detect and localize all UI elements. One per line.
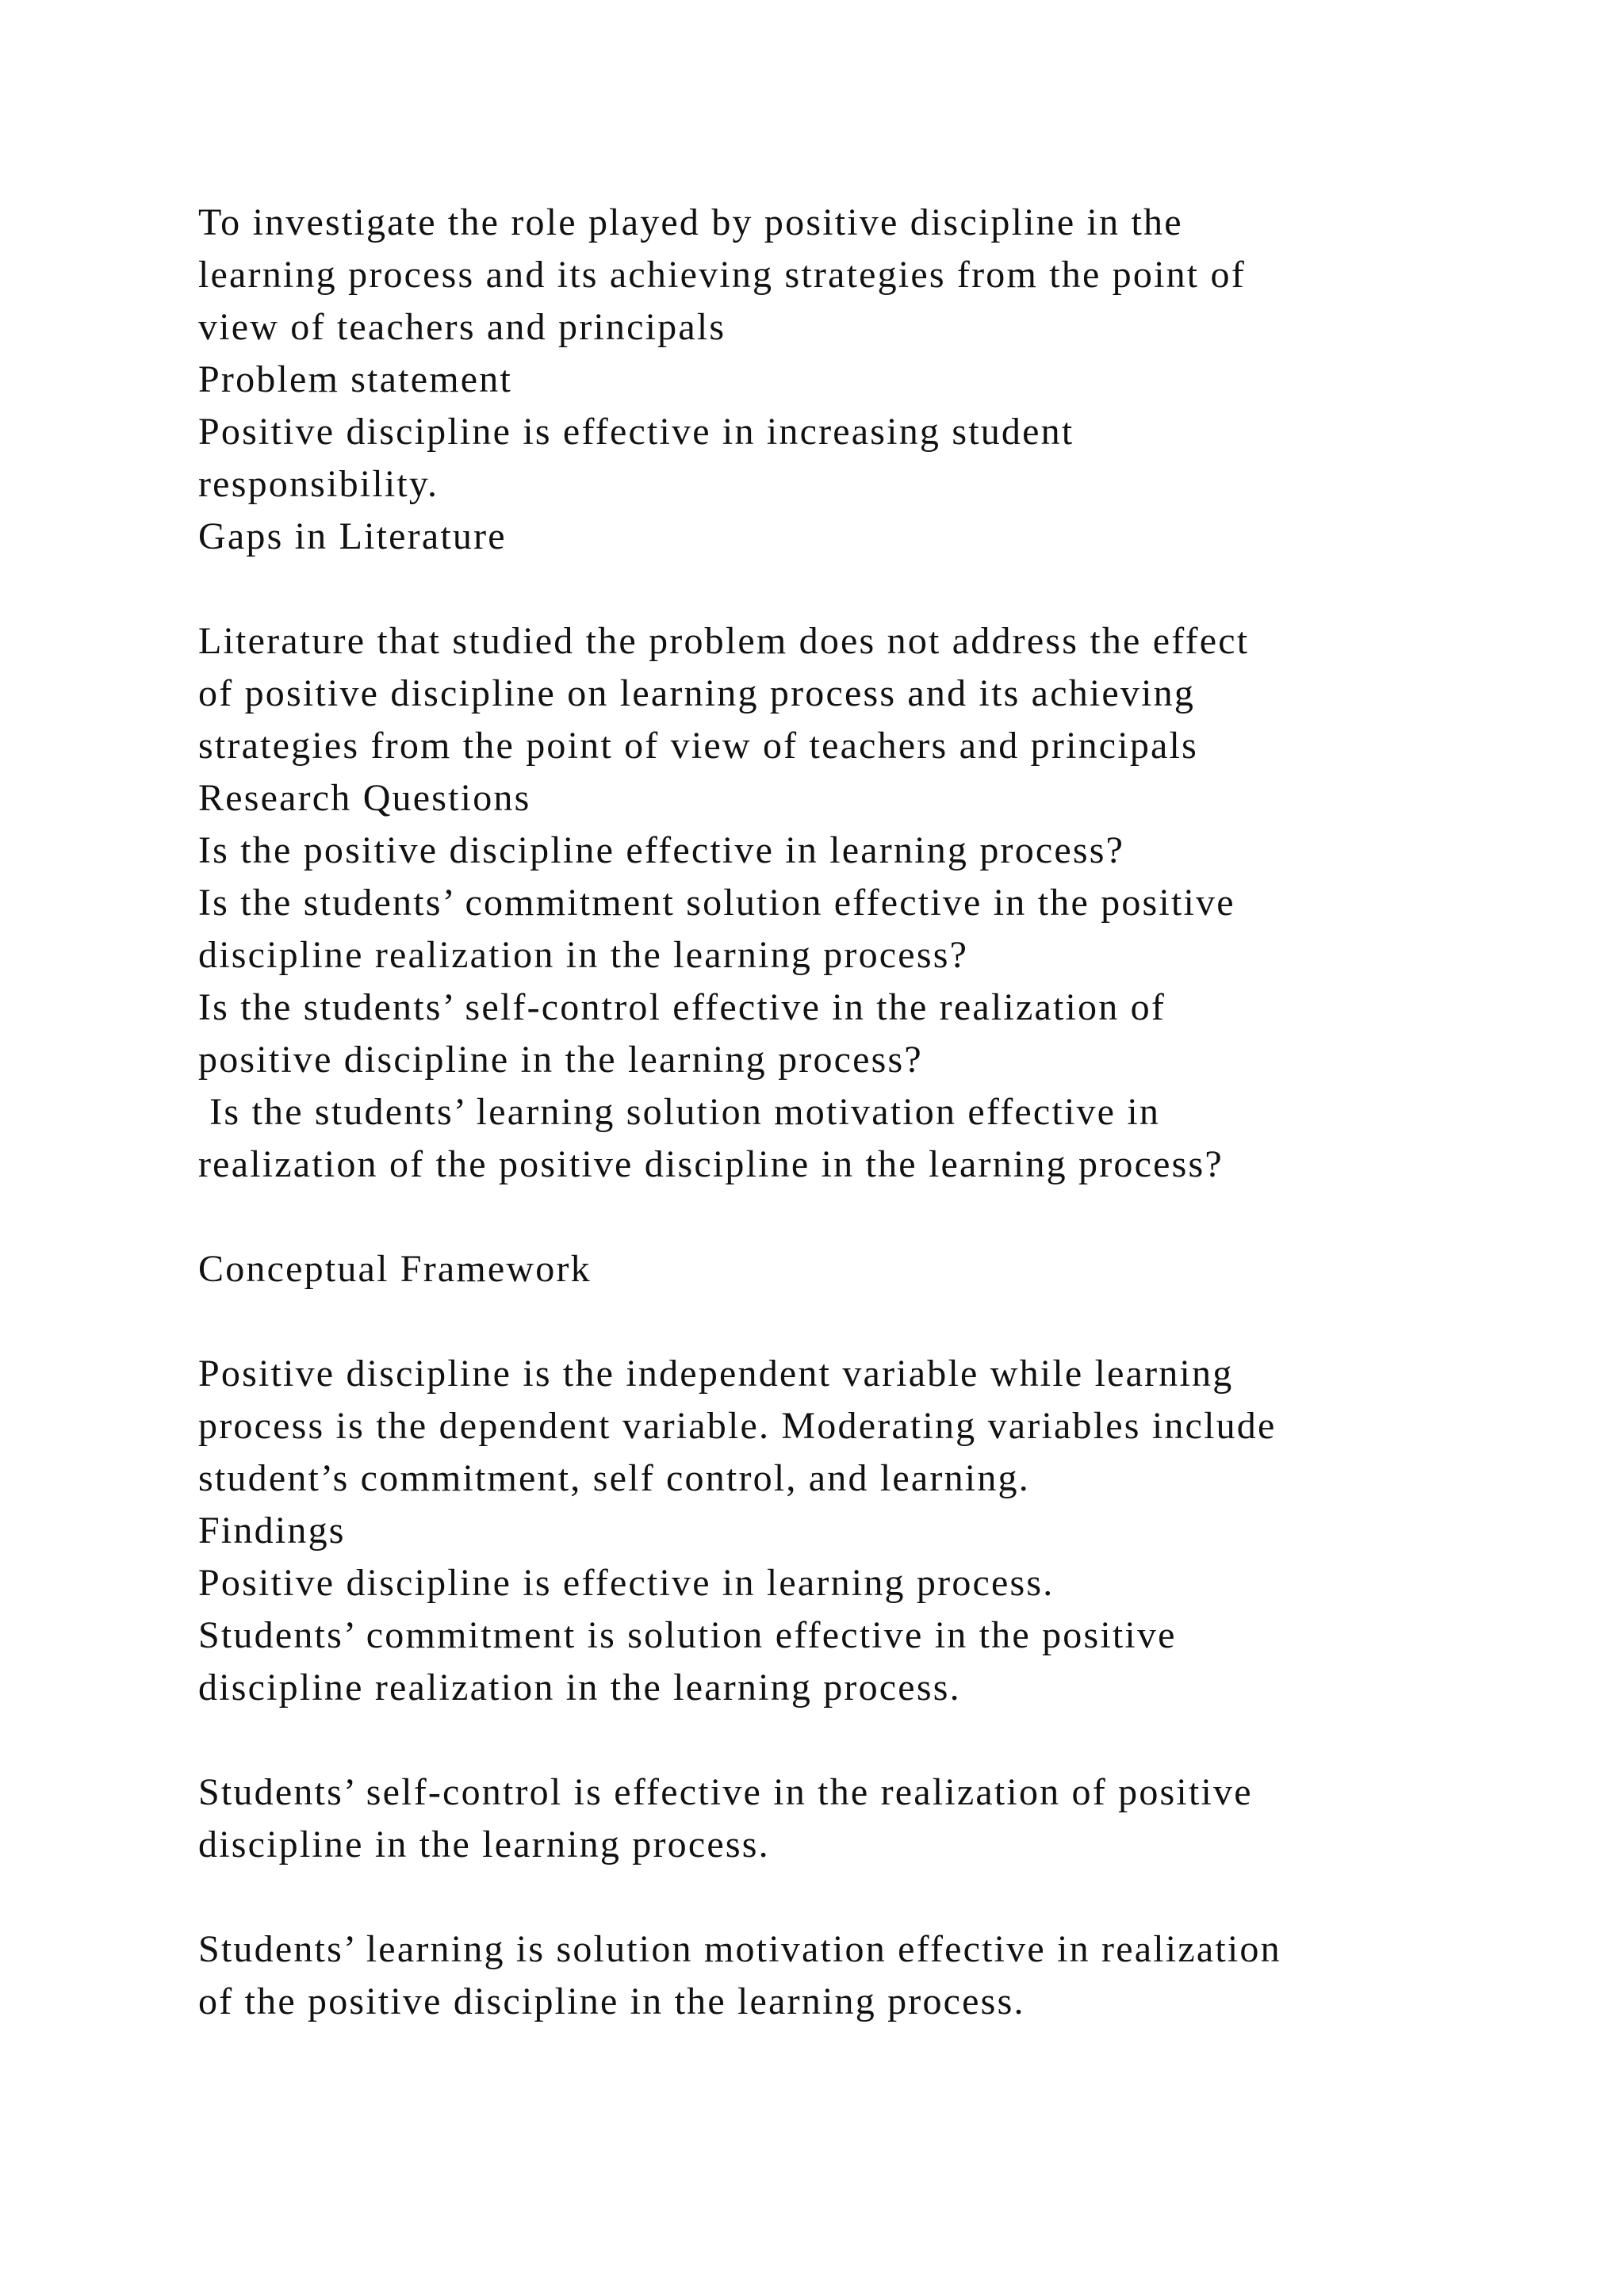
text-line: responsibility. (198, 463, 439, 505)
text-line: Is the positive discipline effective in learning process? (198, 829, 1125, 871)
text-line: Students’ learning is solution motivation effective in realization (198, 1928, 1281, 1970)
text-line: of positive discipline on learning process and its achieving (198, 672, 1196, 714)
text-line: of the positive discipline in the learning process. (198, 1980, 1025, 2022)
text-line: Is the students’ learning solution motivation effective in (198, 1091, 1161, 1133)
text-line: view of teachers and principals (198, 306, 726, 348)
section-heading-gaps-in-literature: Gaps in Literature (198, 515, 507, 557)
text-line: Is the students’ self-control effective in the realization of (198, 986, 1166, 1028)
text-line: discipline realization in the learning process. (198, 1667, 961, 1709)
section-heading-findings: Findings (198, 1510, 346, 1552)
text-line: discipline in the learning process. (198, 1823, 770, 1866)
text-line: Students’ self-control is effective in the realization of positive (198, 1771, 1253, 1813)
text-line: learning process and its achieving strategies from the point of (198, 254, 1246, 296)
section-heading-conceptual-framework: Conceptual Framework (198, 1248, 592, 1290)
text-line: student’s commitment, self control, and learning. (198, 1457, 1030, 1499)
text-line: Is the students’ commitment solution effective in the positive (198, 882, 1235, 924)
text-line: Students’ commitment is solution effective in the positive (198, 1614, 1177, 1656)
text-line: positive discipline in the learning process? (198, 1039, 923, 1081)
text-line: realization of the positive discipline in the learning process? (198, 1143, 1224, 1185)
text-line: process is the dependent variable. Moderating variables include (198, 1405, 1277, 1447)
section-heading-problem-statement: Problem statement (198, 358, 512, 400)
blank-line (198, 1295, 1507, 1348)
section-heading-research-questions: Research Questions (198, 777, 531, 819)
blank-line (198, 563, 1507, 615)
blank-line (198, 1714, 1507, 1766)
text-line: strategies from the point of view of teachers and principals (198, 725, 1198, 767)
document-body (198, 197, 1507, 2028)
text-line: Positive discipline is the independent variable while learning (198, 1353, 1234, 1395)
text-line: Literature that studied the problem does not address the effect (198, 620, 1250, 662)
text-line: To investigate the role played by positive discipline in the (198, 201, 1183, 243)
text-line: discipline realization in the learning process? (198, 934, 969, 976)
blank-line (198, 1191, 1507, 1243)
blank-line (198, 1871, 1507, 1923)
text-line: Positive discipline is effective in learning process. (198, 1562, 1055, 1604)
text-line: Positive discipline is effective in increasing student (198, 411, 1074, 453)
